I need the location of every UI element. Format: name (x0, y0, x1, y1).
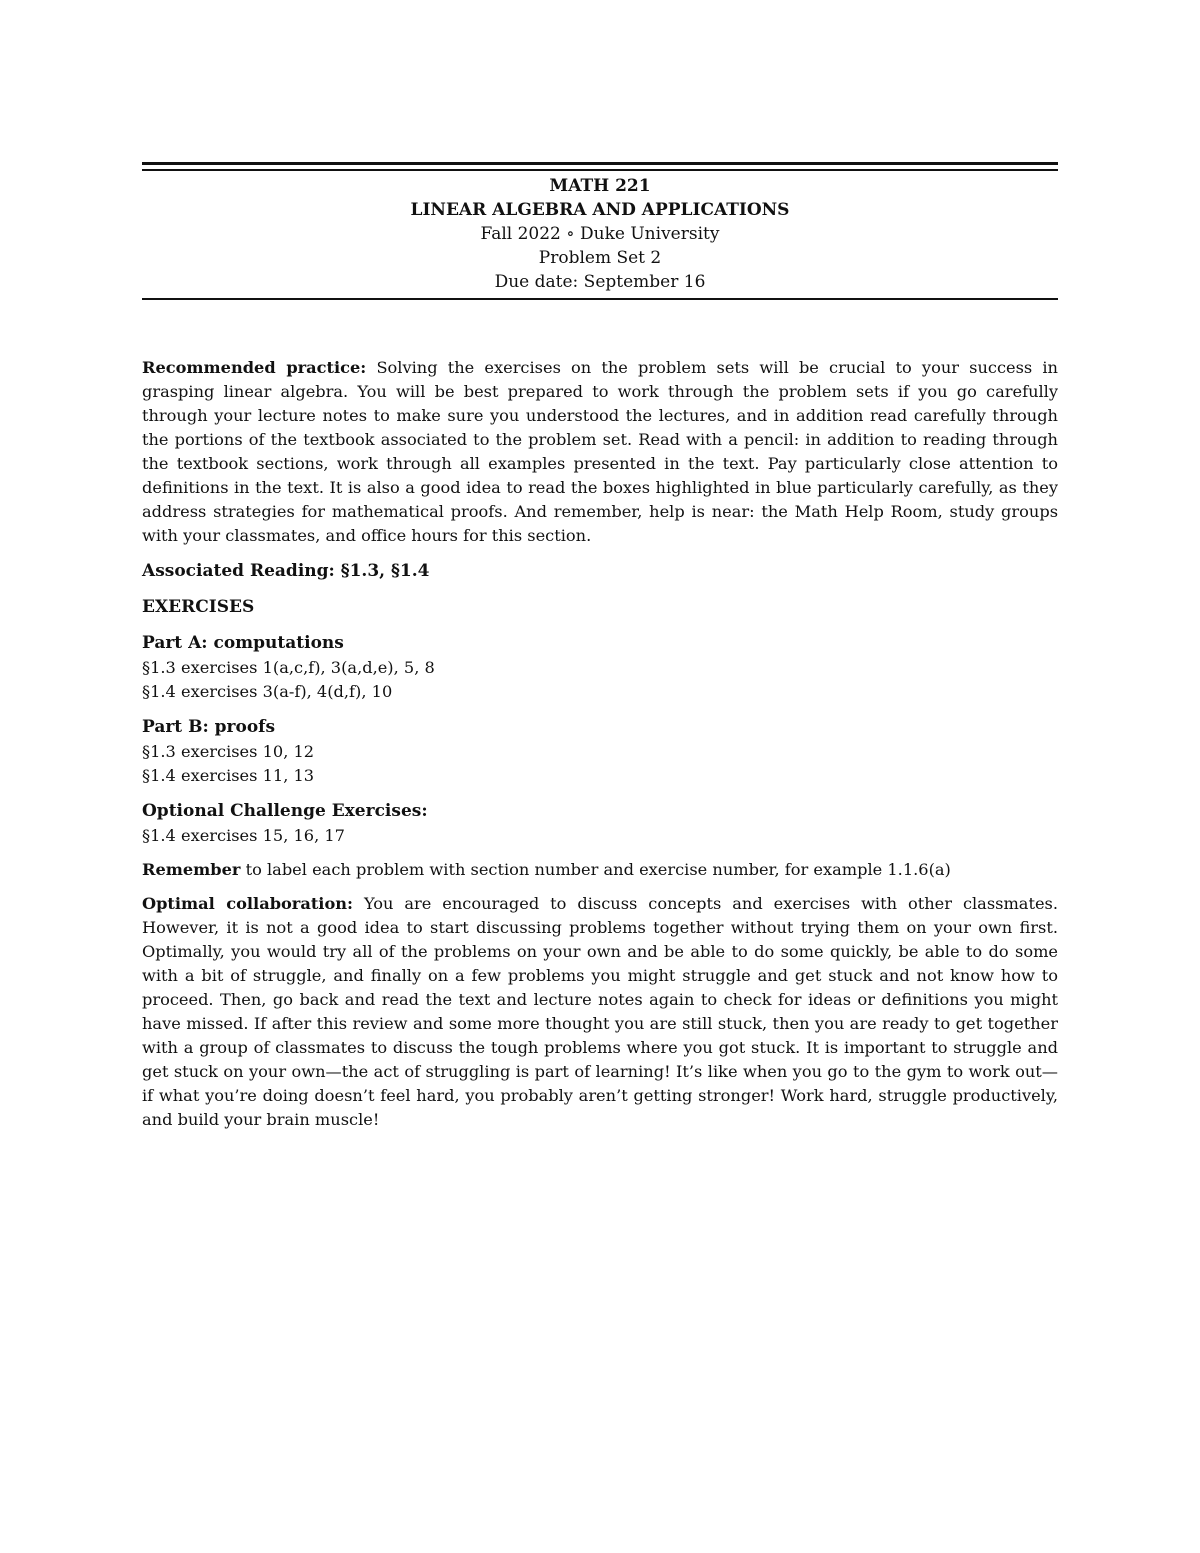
optional-section (142, 798, 1058, 848)
due-date: Due date: September 16 (494, 272, 706, 292)
recommended-practice-label: Recommended practice: (142, 358, 367, 377)
course-title: LINEAR ALGEBRA AND APPLICATIONS (410, 200, 790, 220)
recommended-practice-paragraph (142, 356, 1058, 548)
part-a-title: computations (207, 633, 344, 653)
associated-reading: Associated Reading: §1.3, §1.4 (142, 561, 430, 581)
problem-set-title: Problem Set 2 (538, 248, 662, 268)
document-body (142, 356, 1058, 1142)
list-item: §1.4 exercises 11, 13 (142, 766, 315, 785)
optimal-collaboration-paragraph (142, 892, 1058, 1132)
recommended-practice-text: Solving the exercises on the problem sets will be crucial to your success in grasping linear algebra. You will be best prepared to work through the problem sets if you go carefully through your lecture notes to make sure you understood the lectures, and in addition read carefully through the portions of the textbook associated to the problem set. Read with a pencil: in addition to reading through the textbook sections, work through all examples presented in the text. Pay particularly close attention to definitions in the text. It is also a good idea to read the boxes highlighted in blue particularly carefully, as they address strategies for mathematical proofs. And remember, help is near: the Math Help Room, study groups with your classmates, and office hours for this section. (142, 358, 1058, 545)
list-item: §1.3 exercises 1(a,c,f), 3(a,d,e), 5, 8 (142, 658, 435, 677)
part-b-section (142, 714, 1058, 788)
part-b-label: Part B: (142, 717, 209, 737)
part-a-heading (142, 630, 1058, 656)
header-top-rule-thin (142, 169, 1058, 171)
document-header (142, 174, 1058, 294)
term-line: Fall 2022 ∘ Duke University (480, 224, 720, 244)
part-a-section (142, 630, 1058, 704)
list-item: §1.4 exercises 3(a-f), 4(d,f), 10 (142, 682, 393, 701)
remember-text: to label each problem with section number and exercise number, for example 1.1.6(a) (240, 860, 951, 879)
exercises-heading: EXERCISES (142, 597, 255, 617)
list-item: §1.4 exercises 15, 16, 17 (142, 826, 345, 845)
list-item: §1.3 exercises 10, 12 (142, 742, 315, 761)
remember-label: Remember (142, 860, 241, 879)
header-bottom-rule (142, 298, 1058, 300)
header-top-rule (142, 162, 1058, 165)
course-code: MATH 221 (549, 176, 651, 196)
part-b-title: proofs (208, 717, 276, 737)
optimal-collaboration-text: You are encouraged to discuss concepts and exercises with other classmates. However, it is not a good idea to start discussing problems together without trying them on your own first. Optimally, you would try all of the problems on your own and be able to do some quickly, be able to do some with a bit of struggle, and finally on a few problems you might struggle and get stuck and not know how to proceed. Then, go back and read the text and lecture notes again to check for ideas or definitions you might have missed. If after this review and some more thought you are still stuck, then you are ready to get together with a group of classmates to discuss the tough problems where you got stuck. It is important to struggle and get stuck on your own—the act of struggling is part of learning! It’s like when you go to the gym to work out—if what you’re doing doesn’t feel hard, you probably aren’t getting stronger! Work hard, struggle productively, and build your brain muscle! (142, 894, 1058, 1129)
optional-heading: Optional Challenge Exercises: (142, 801, 428, 821)
optimal-collaboration-label: Optimal collaboration: (142, 894, 353, 913)
remember-paragraph (142, 858, 1058, 882)
part-b-heading (142, 714, 1058, 740)
part-a-label: Part A: (142, 633, 208, 653)
